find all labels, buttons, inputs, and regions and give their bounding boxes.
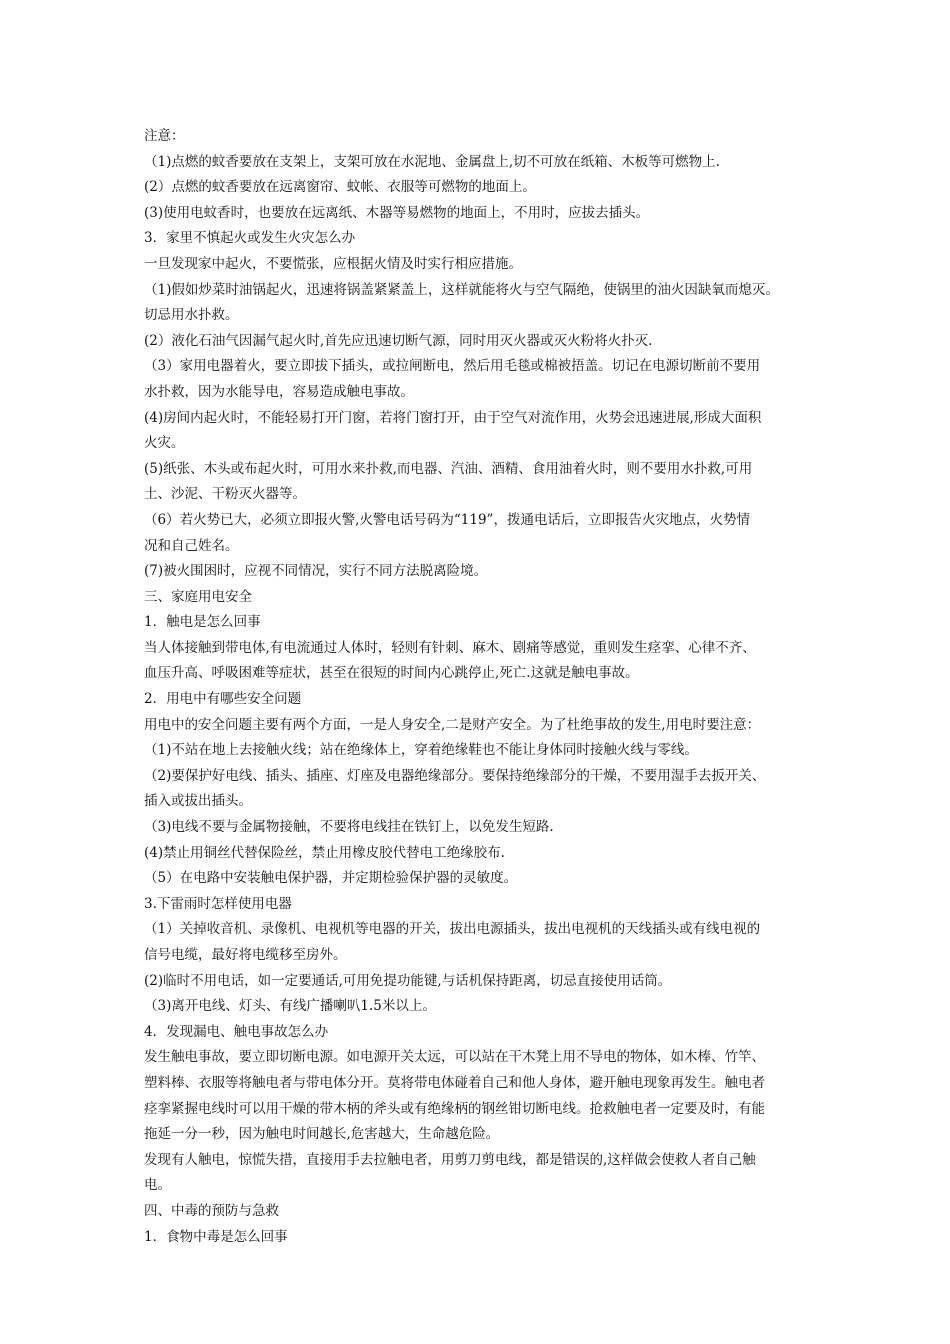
text-line: （1）关掉收音机、录像机、电视机等电器的开关，拔出电源插头，拔出电视机的天线插头或有线电视的 [144,921,761,938]
text-line: （1)假如炒菜时油锅起火，迅速将锅盖紧紧盖上，这样就能将火与空气隔绝，使锅里的油火因缺氧而熄灭。 [144,281,779,298]
text-line: (4)房间内起火时，不能轻易打开门窗，若将门窗打开，由于空气对流作用，火势会迅速进展,形成大面积 [144,409,762,426]
section-heading: 1．食物中毒是怎么回事 [144,1228,288,1245]
text-line: (4)禁止用铜丝代替保险丝，禁止用橡皮胶代替电工绝缘胶布. [144,844,505,861]
text-line: 当人体接触到带电体,有电流通过人体时，轻则有针刺、麻木、剧痛等感觉，重则发生痉挛、心律不齐、 [144,639,756,656]
text-line: 拖延一分一秒，因为触电时间越长,危害越大，生命越危险。 [144,1126,500,1143]
text-line: 况和自己姓名。 [144,537,239,554]
text-line: 土、沙泥、干粉灭火器等。 [144,486,306,503]
text-line: 切忌用水扑救。 [144,307,239,324]
text-line: 插入或拔出插头。 [144,793,252,810]
text-line: 血压升高、呼吸困难等症状，甚至在很短的时间内心跳停止,死亡.这就是触电事故。 [144,665,639,682]
text-line: (5)纸张、木头或布起火时，可用水来扑救,而电器、汽油、酒精、食用油着火时，则不要用水扑救,可用 [144,460,753,477]
text-line: （3）家用电器着火，要立即拔下插头，或拉闸断电，然后用毛毯或棉被捂盖。切记在电源切断前不要用 [144,358,761,375]
text-line: （5）在电路中安装触电保护器，并定期检验保护器的灵敏度。 [144,870,518,887]
text-line: （3)电线不要与金属物接触，不要将电线挂在铁钉上，以免发生短路. [144,819,554,836]
text-line: （1)不站在地上去接触火线；站在绝缘体上，穿着绝缘鞋也不能让身体同时接触火线与零线。 [144,742,698,759]
text-line: (2）液化石油气因漏气起火时,首先应迅速切断气源，同时用灭火器或灭火粉将火扑灭. [144,332,653,349]
text-line: (7)被火围困时，应视不同情况，实行不同方法脱离险境。 [144,563,488,580]
text-line: 发现有人触电，惊慌失措，直接用手去拉触电者，用剪刀剪电线，都是错误的,这样做会使救人者自己触 [144,1151,756,1168]
chapter-heading: 四、中毒的预防与急救 [144,1202,279,1219]
document-body [144,124,824,1250]
section-heading: 1．触电是怎么回事 [144,614,261,631]
text-line: 信号电缆，最好将电缆移至房外。 [144,947,347,963]
text-line: 痉挛紧握电线时可以用干燥的带木柄的斧头或有绝缘柄的钢丝钳切断电线。抢救触电者一定要及时，有能 [144,1100,765,1117]
text-line: 火灾。 [144,435,185,452]
section-heading: 3．家里不慎起火或发生火灾怎么办 [144,230,356,247]
text-line: (3)使用电蚊香时，也要放在远离纸、木器等易燃物的地面上，不用时，应拔去插头。 [144,204,650,221]
chapter-heading: 三、家庭用电安全 [144,588,252,605]
text-line: 电。 [144,1177,171,1194]
section-heading: 2．用电中有哪些安全问题 [144,691,302,708]
text-line: 水扑救，因为水能导电，容易造成触电事故。 [144,383,414,400]
text-line: （3)离开电线、灯头、有线广播喇叭1.5米以上。 [144,998,436,1015]
text-line: 注意： [144,128,185,144]
text-line: (2）点燃的蚊香要放在远离窗帘、蚊帐、衣服等可燃物的地面上。 [144,179,536,196]
section-heading: 4．发现漏电、触电事故怎么办 [144,1023,329,1040]
text-line: （1)点燃的蚊香要放在支架上，支架可放在水泥地、金属盘上,切不可放在纸箱、木板等可燃物上. [144,153,720,170]
text-line: (2)临时不用电话，如一定要通话,可用免提功能键,与话机保持距离，切忌直接使用话筒。 [144,972,672,989]
section-heading: 3.下雷雨时怎样使用电器 [144,895,292,912]
text-line: 发生触电事故，要立即切断电源。如电源开关太远，可以站在干木凳上用不导电的物体，如木棒、竹竿、 [144,1049,765,1066]
text-line: （2)要保护好电线、插头、插座、灯座及电器绝缘部分。要保持绝缘部分的干燥，不要用湿手去扳开关、 [144,767,766,784]
text-line: （6）若火势已大，必须立即报火警,火警电话号码为“119”，拨通电话后，立即报告火灾地点，火势情 [144,511,750,528]
text-line: 塑料棒、衣服等将触电者与带电体分开。莫将带电体碰着自己和他人身体，避开触电现象再发生。触电者 [144,1074,765,1091]
text-line: 一旦发现家中起火，不要慌张，应根据火情及时实行相应措施。 [144,255,522,272]
text-line: 用电中的安全问题主要有两个方面，一是人身安全,二是财产安全。为了杜绝事故的发生,用电时要注意： [144,716,761,733]
